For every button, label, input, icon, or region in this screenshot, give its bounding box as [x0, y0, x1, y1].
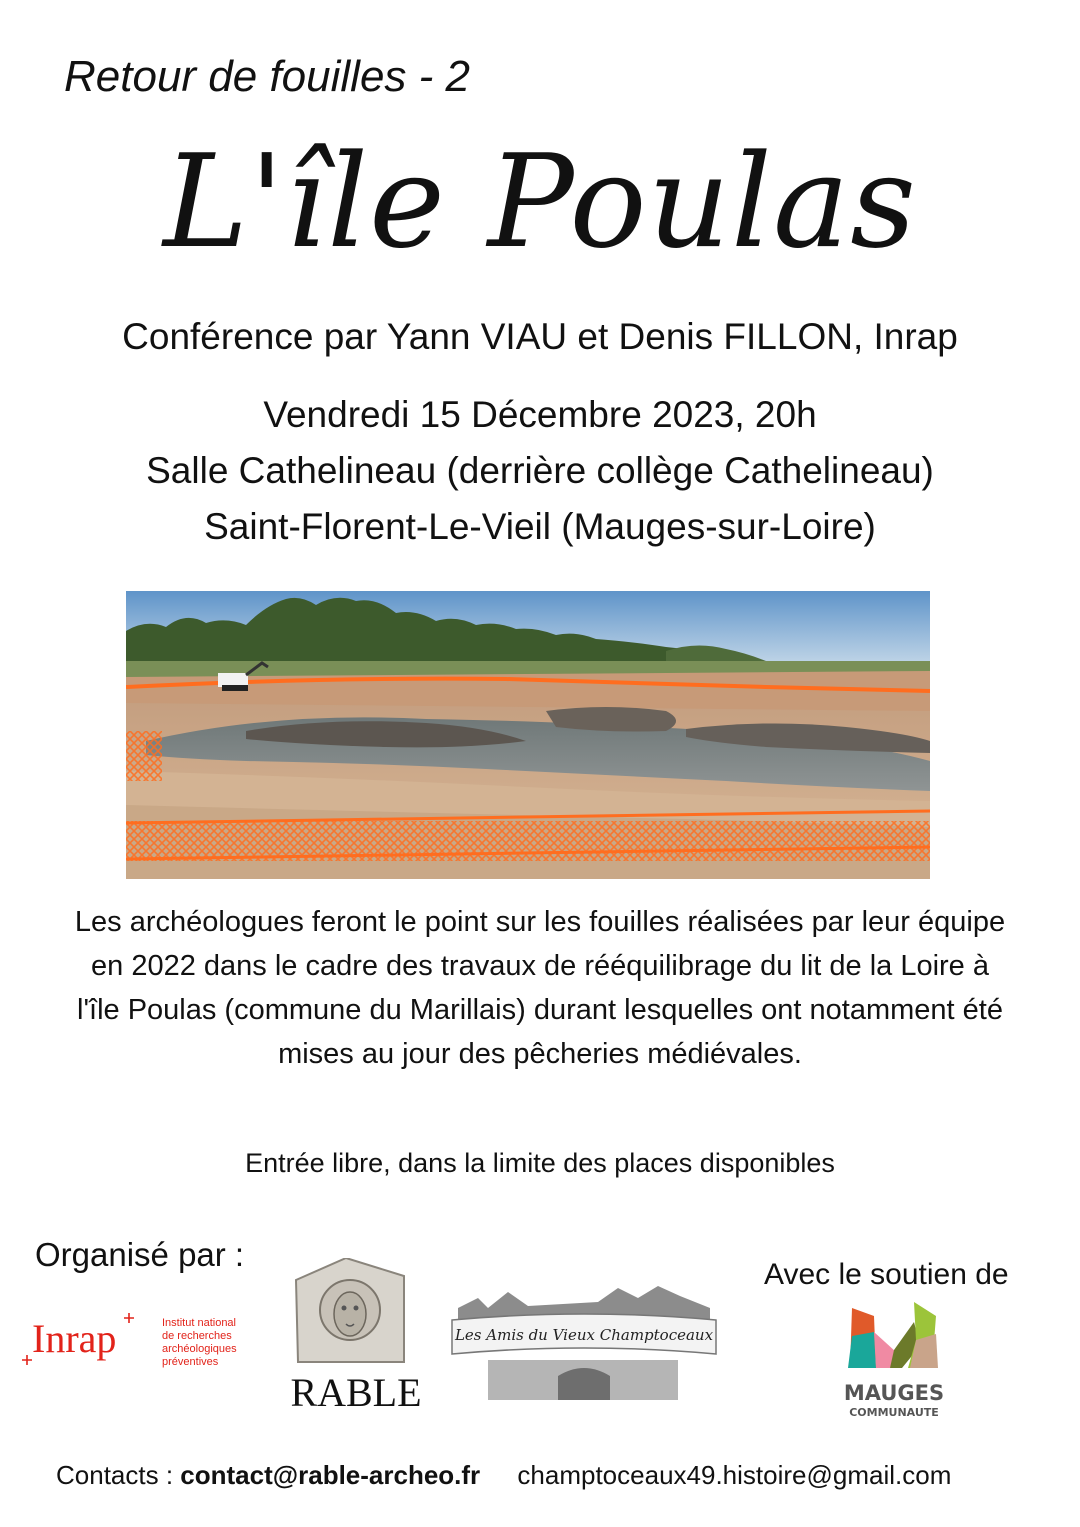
mauges-wordmark: MAUGES	[843, 1381, 945, 1405]
excavation-photo	[126, 591, 930, 879]
organisers-label: Organisé par :	[35, 1236, 245, 1273]
inrap-wordmark: Inrap	[32, 1316, 117, 1361]
amis-wordmark: Les Amis du Vieux Champtoceaux	[454, 1326, 714, 1344]
amis-champtoceaux-logo	[448, 1268, 720, 1408]
poster-subtitle: Retour de fouilles - 2	[64, 52, 470, 101]
rable-wordmark: RABLE	[290, 1370, 422, 1415]
mauges-subword: COMMUNAUTE	[849, 1406, 939, 1419]
rable-logo	[286, 1258, 426, 1418]
event-venue: Salle Cathelineau (derrière collège Cathelineau)	[146, 450, 934, 491]
inrap-tagline-1: Institut national	[162, 1317, 236, 1329]
contact-email-rable[interactable]: contact@rable-archeo.fr	[180, 1460, 481, 1490]
event-description: Les archéologues feront le point sur les fouilles réalisées par leur équipe en 2022 dans le cadre des travaux de rééquilibrage du lit de la Loire à l'île Poulas (commune du Marillais) durant lesquelles ont notamment été mises au jour des pêcheries médiévales.	[74, 906, 1006, 1070]
contact-email-champtoceaux[interactable]: champtoceaux49.histoire@gmail.com	[517, 1460, 952, 1490]
poster-title: L'île Poulas	[163, 128, 917, 277]
speakers-line: Conférence par Yann VIAU et Denis FILLON, Inrap	[122, 316, 958, 357]
inrap-tagline-4: préventives	[162, 1356, 219, 1368]
event-town: Saint-Florent-Le-Vieil (Mauges-sur-Loire)	[204, 506, 876, 547]
event-date: Vendredi 15 Décembre 2023, 20h	[263, 394, 817, 435]
inrap-logo	[18, 1308, 258, 1388]
support-label: Avec le soutien de	[764, 1258, 1009, 1291]
contacts-line	[56, 1460, 951, 1491]
inrap-tagline-3: archéologiques	[162, 1343, 237, 1355]
entry-notice: Entrée libre, dans la limite des places disponibles	[245, 1148, 835, 1178]
inrap-tagline-2: de recherches	[162, 1330, 232, 1342]
mauges-communaute-logo	[828, 1296, 960, 1426]
contacts-label: Contacts :	[56, 1460, 174, 1490]
